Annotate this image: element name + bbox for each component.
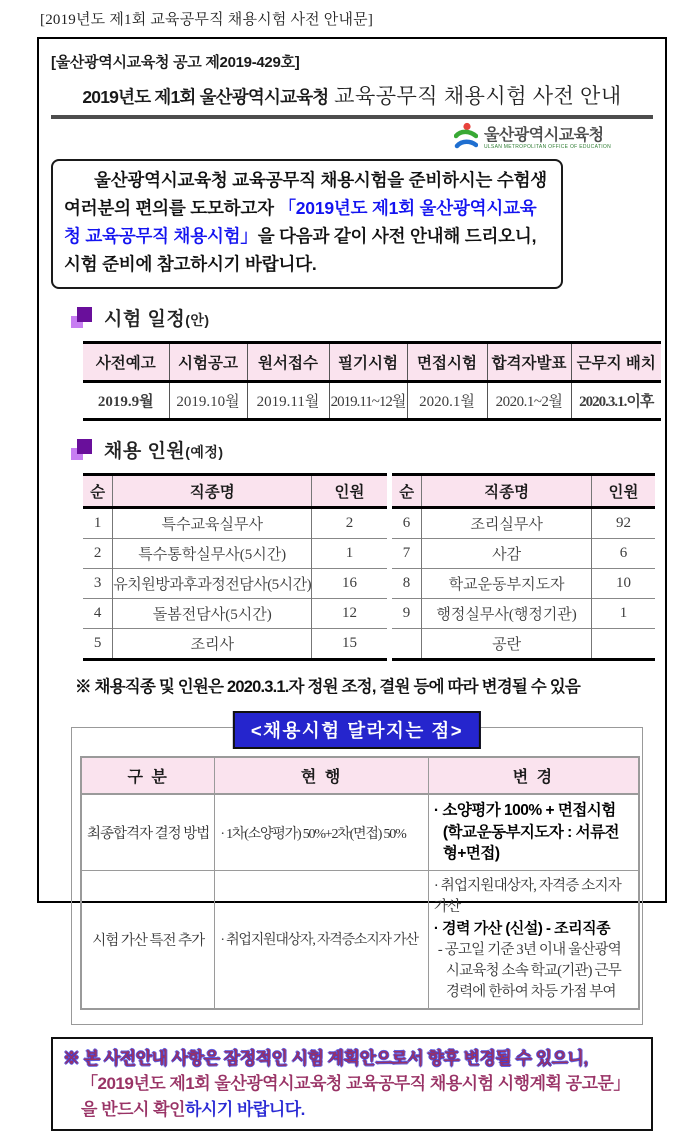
purple-square-bullet-icon [71,307,92,328]
section-schedule-title: 시험 일정(안) [104,309,210,330]
schedule-header: 원서접수 [247,343,329,382]
schedule-header-row [83,343,661,382]
table-row: 9 행정실무사(행정기관) 1 [392,599,655,629]
intro-box [51,159,563,289]
hiring-table-right [392,473,655,661]
schedule-value: 2020.1월 [407,382,487,420]
schedule-header: 사전예고 [83,343,169,382]
schedule-value: 2019.11월 [247,382,329,420]
org-logo [49,121,655,157]
table-row: 공란 [392,629,655,660]
schedule-table [83,341,661,421]
changes-row [81,871,639,1009]
hiring-header: 직종명 [422,475,592,508]
section-hiring-title: 채용 인원(예정) [104,441,224,462]
section-hiring-heading [71,436,655,463]
changes-changed: · 취업지원대상자, 자격증 소지자 가산 · 경력 가산 (신설) - 조리직종 - 공고일 기준 3년 이내 울산광역시교육청 소속 학교(기관) 근무 경력에 한하여 차등 가점 부여 [428,871,639,1009]
hiring-tables [83,473,655,661]
schedule-value: 2020.1~2월 [487,382,571,420]
table-row: 4 돌봄전담사(5시간) 12 [83,599,387,629]
org-name-english: ULSAN METROPOLITAN OFFICE OF EDUCATION [483,143,611,150]
footer-note-line1: ※ 본 사전안내 사항은 잠정적인 시험 계획안으로서 향후 변경될 수 있으니, [63,1048,588,1068]
table-row: 5 조리사 15 [83,629,387,660]
changes-current: · 1차(소양평가) 50%+2차(면접) 50% [215,794,429,871]
hiring-header: 인원 [591,475,655,508]
intro-highlight: 「2019년도 제1회 울산광역시교육청 교육공무직 채용시험」 [64,198,537,246]
schedule-value: 2019.10월 [169,382,247,420]
hiring-table-left [83,473,387,661]
announcement-page [37,37,667,1119]
changes-header-row [81,757,639,794]
hiring-header: 순 [83,475,113,508]
hiring-header-row [392,475,655,508]
table-row: 6 조리실무사 92 [392,508,655,539]
schedule-header: 근무지 배치 [571,343,661,382]
section-schedule-heading [71,304,655,331]
footer-note-box [51,1037,653,1131]
changes-row [81,794,639,871]
page-title-bold: 2019년도 제1회 울산광역시교육청 [82,87,329,107]
ulsan-education-logo-icon [454,122,478,157]
purple-square-bullet-icon [71,439,92,460]
changes-section [71,720,643,1025]
schedule-value-row [83,382,661,420]
changes-category: 최종합격자 결정 방법 [81,794,215,871]
hiring-header: 순 [392,475,422,508]
table-row: 2 특수통학실무사(5시간) 1 [83,539,387,569]
changes-title-badge: <채용시험 달라지는 점> [233,711,481,749]
schedule-header: 면접시험 [407,343,487,382]
intro-paragraph: 울산광역시교육청 교육공무직 채용시험을 준비하시는 수험생 여러분의 편의를 도모하고자 「2019년도 제1회 울산광역시교육청 교육공무직 채용시험」을 다음과 같이 사전 안내해 드리오니, 시험 준비에 참고하시기 바랍니다. [64,170,547,274]
changes-table [80,756,640,1010]
schedule-header: 시험공고 [169,343,247,382]
changes-header: 변 경 [428,757,639,794]
hiring-header-row [83,475,387,508]
changes-header: 현 행 [215,757,429,794]
page-title-serif: 교육공무직 채용시험 사전 안내 [328,84,622,108]
schedule-value: 2019.9월 [97,394,154,410]
org-name: 울산광역시교육청 [483,126,604,144]
table-row: 8 학교운동부지도자 10 [392,569,655,599]
table-row: 1 특수교육실무사 2 [83,508,387,539]
document-top-label: [2019년도 제1회 교육공무직 채용시험 사전 안내문] [40,12,374,28]
changes-header: 구 분 [81,757,215,794]
schedule-value: 2019.11~12월 [329,382,407,420]
hiring-note: ※ 채용직종 및 인원은 2020.3.1.자 정원 조정, 결원 등에 따라 변경될 수 있음 [75,678,580,696]
changes-current: · 취업지원대상자, 자격증소지자 가산 [215,871,429,1009]
hiring-header: 직종명 [113,475,312,508]
schedule-header: 필기시험 [329,343,407,382]
schedule-header: 합격자발표 [487,343,571,382]
hiring-header: 인원 [312,475,387,508]
table-row: 3 유치원방과후과정전담사(5시간) 16 [83,569,387,599]
footer-note-line2: 「2019년도 제1회 울산광역시교육청 교육공무직 채용시험 시행계획 공고문」을 반드시 확인하시기 바랍니다. [81,1074,630,1119]
page-title [51,80,653,119]
notice-number: [울산광역시교육청 공고 제2019-429호] [51,54,300,71]
changes-changed: · 소양평가 100% + 면접시험 (학교운동부지도자 : 서류전형+면접) [428,794,639,871]
table-row: 7 사감 6 [392,539,655,569]
schedule-value: 2020.3.1.이후 [571,382,661,420]
changes-category: 시험 가산 특전 추가 [81,871,215,1009]
